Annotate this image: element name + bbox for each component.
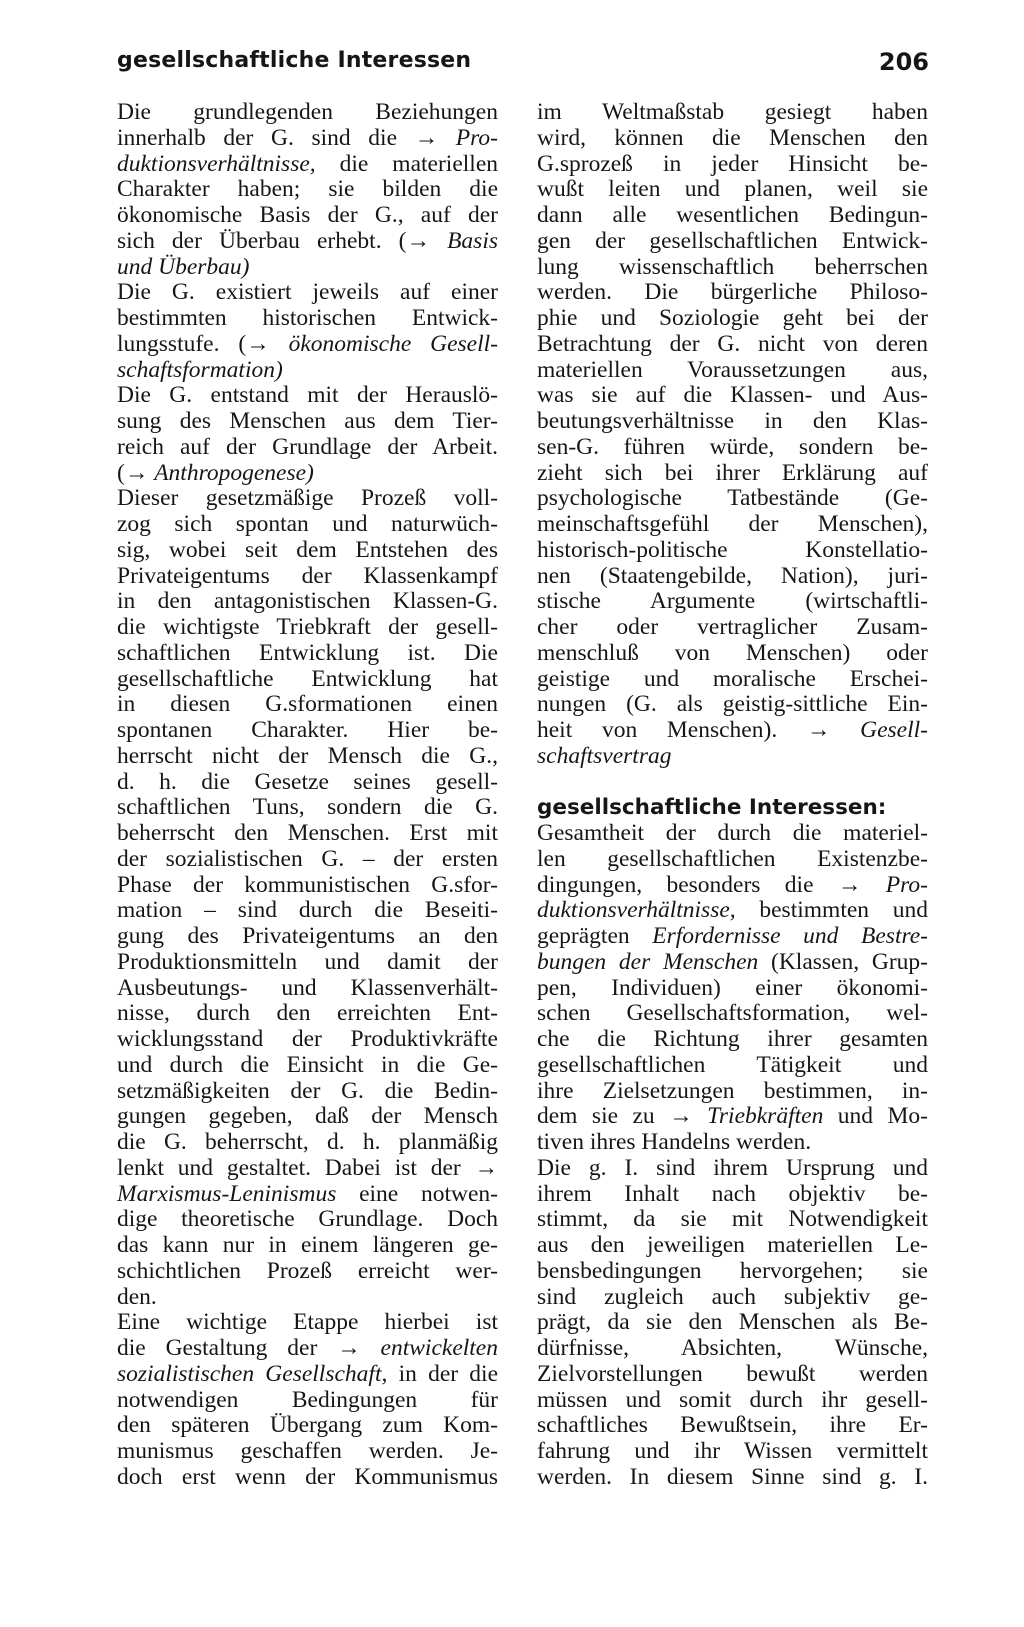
text-line: das kann nur in einem längeren ge- xyxy=(117,1232,498,1258)
text-line: Betrachtung der G. nicht von deren xyxy=(537,330,928,357)
right-text-column xyxy=(537,100,928,1491)
left-text-column xyxy=(117,100,498,1491)
text-line: sig, wobei seit dem Entstehen des xyxy=(117,536,498,563)
right-column-continuation xyxy=(537,100,928,770)
text-line: tiven ihres Handelns werden. xyxy=(537,1129,812,1155)
text-line: spontanen Charakter. Hier be- xyxy=(117,717,498,743)
text-line: materiellen Voraussetzungen aus, xyxy=(537,356,928,383)
text-line: die wichtigste Triebkraft der gesell- xyxy=(117,614,498,640)
text-line: lung wissenschaftlich beherrschen xyxy=(537,253,928,280)
text-line: Dieser gesetzmäßige Prozeß voll- xyxy=(117,485,498,512)
text-line: Privateigentums der Klassenkampf xyxy=(117,562,498,589)
text-line: schaftlichen Tuns, sondern die G. xyxy=(117,794,498,821)
text-line: sind zugleich auch subjektiv ge- xyxy=(537,1283,928,1310)
page-number: 206 xyxy=(878,48,929,76)
text-line: heit von Menschen). → Gesell- xyxy=(537,717,928,743)
text-line: schaftsformation) xyxy=(117,356,283,383)
text-line: schaftlichen Entwicklung ist. Die xyxy=(117,639,498,666)
text-line: dem sie zu → Triebkräften und Mo- xyxy=(537,1103,928,1130)
text-line: zieht sich bei ihrer Erklärung auf xyxy=(537,459,928,486)
text-line: aus den jeweiligen materiellen Le- xyxy=(537,1232,928,1258)
text-line: Marxismus-Leninismus eine notwen- xyxy=(117,1180,498,1207)
text-line: Produktionsmitteln und damit der xyxy=(117,948,498,975)
text-line: ihrem Inhalt nach objektiv be- xyxy=(537,1180,928,1207)
text-line: reich auf der Grundlage der Arbeit. xyxy=(117,433,498,460)
text-line: bensbedingungen hervorgehen; sie xyxy=(537,1257,928,1284)
text-line: was sie auf die Klassen- und Aus- xyxy=(537,382,928,409)
text-line: den späteren Übergang zum Kom- xyxy=(117,1412,498,1439)
text-line: notwendigen Bedingungen für xyxy=(117,1386,498,1413)
text-line: meinschaftsgefühl der Menschen), xyxy=(537,511,928,537)
text-line: schichtlichen Prozeß erreicht wer- xyxy=(117,1257,498,1284)
text-line: in den antagonistischen Klassen-G. xyxy=(117,588,498,615)
text-line: sung des Menschen aus dem Tier- xyxy=(117,408,498,434)
text-line: geprägten Erfordernisse und Bestre- xyxy=(537,923,928,949)
text-line: Die g. I. sind ihrem Ursprung und xyxy=(537,1154,928,1181)
text-line: gung des Privateigentums an den xyxy=(117,923,498,949)
text-line: Phase der kommunistischen G.sfor- xyxy=(117,871,498,898)
text-line: setzmäßigkeiten der G. die Bedin- xyxy=(117,1077,498,1104)
text-line: gen der gesellschaftlichen Entwick- xyxy=(537,227,928,254)
text-line: stische Argumente (wirtschaftli- xyxy=(537,588,928,615)
text-line: historisch-politische Konstellatio- xyxy=(537,536,928,563)
entry-separator xyxy=(537,770,928,796)
text-line: menschluß von Menschen) oder xyxy=(537,639,928,666)
text-line: d. h. die Gesetze seines gesell- xyxy=(117,768,498,795)
text-line: G.sprozeß in jeder Hinsicht be- xyxy=(537,150,928,177)
text-line: schen Gesellschaftsformation, wel- xyxy=(537,1000,928,1027)
text-line: fahrung und ihr Wissen vermittelt xyxy=(537,1438,928,1464)
text-line: werden. Die bürgerliche Philoso- xyxy=(537,279,928,306)
text-line: munismus geschaffen werden. Je- xyxy=(117,1438,498,1464)
text-line: ihre Zielsetzungen bestimmen, in- xyxy=(537,1077,928,1104)
text-line: Eine wichtige Etappe hierbei ist xyxy=(117,1309,498,1336)
entry-heading: gesellschaftliche Interessen: xyxy=(537,795,887,821)
text-line: phie und Soziologie geht bei der xyxy=(537,305,928,331)
text-line: innerhalb der G. sind die → Pro- xyxy=(117,124,498,151)
text-line: mation – sind durch die Beseiti- xyxy=(117,897,498,924)
text-line: nisse, durch den erreichten Ent- xyxy=(117,1000,498,1027)
text-line: die G. beherrscht, d. h. planmäßig xyxy=(117,1129,498,1155)
text-line: lenkt und gestaltet. Dabei ist der → xyxy=(117,1154,498,1181)
text-line: dige theoretische Grundlage. Doch xyxy=(117,1206,498,1233)
text-line: wird, können die Menschen den xyxy=(537,124,928,151)
text-line: Die G. existiert jeweils auf einer xyxy=(117,279,498,306)
text-line: beutungsverhältnisse in den Klas- xyxy=(537,408,928,434)
text-line: herrscht nicht der Mensch die G., xyxy=(117,742,498,769)
text-line: im Weltmaßstab gesiegt haben xyxy=(537,99,928,125)
text-line: bungen der Menschen (Klassen, Grup- xyxy=(537,948,928,975)
text-line: gesellschaftliche Entwicklung hat xyxy=(117,665,498,692)
text-line: und durch die Einsicht in die Ge- xyxy=(117,1051,498,1078)
text-line: cher oder vertraglicher Zusam- xyxy=(537,614,928,640)
text-line: der sozialistischen G. – der ersten xyxy=(117,845,498,872)
text-line: geistige und moralische Erschei- xyxy=(537,665,928,692)
text-line: gesellschaftlichen Tätigkeit und xyxy=(537,1051,928,1078)
text-line: ökonomische Basis der G., auf der xyxy=(117,202,498,228)
text-line: schaftsvertrag xyxy=(537,742,672,769)
text-line: doch erst wenn der Kommunismus xyxy=(117,1463,498,1490)
text-line: dann alle wesentlichen Bedingun- xyxy=(537,202,928,228)
text-line: gungen gegeben, daß der Mensch xyxy=(117,1103,498,1130)
text-line: zog sich spontan und naturwüch- xyxy=(117,511,498,537)
text-line: stimmt, da sie mit Notwendigkeit xyxy=(537,1206,928,1233)
text-line: che die Richtung ihrer gesamten xyxy=(537,1026,928,1052)
text-line: sen-G. führen würde, sondern be- xyxy=(537,433,928,460)
text-line: schaftliches Bewußtsein, ihre Er- xyxy=(537,1412,928,1439)
text-line: müssen und somit durch ihr gesell- xyxy=(537,1386,928,1413)
text-line: dürfnisse, Absichten, Wünsche, xyxy=(537,1335,928,1361)
running-head-title: gesellschaftliche Interessen xyxy=(117,48,472,73)
text-line: Gesamtheit der durch die materiel- xyxy=(537,820,928,846)
entry-body xyxy=(537,821,928,1491)
text-line: die Gestaltung der → entwickelten xyxy=(117,1335,498,1361)
text-line: Die grundlegenden Beziehungen xyxy=(117,99,498,125)
text-line: bestimmten historischen Entwick- xyxy=(117,305,498,331)
text-line: beherrscht den Menschen. Erst mit xyxy=(117,820,498,846)
text-line: in diesen G.sformationen einen xyxy=(117,691,498,718)
text-line: psychologische Tatbestände (Ge- xyxy=(537,485,928,512)
text-line: Zielvorstellungen bewußt werden xyxy=(537,1360,928,1387)
text-line: Ausbeutungs- und Klassenverhält- xyxy=(117,974,498,1001)
text-line: (→ Anthropogenese) xyxy=(117,459,314,486)
text-line: sozialistischen Gesellschaft, in der die xyxy=(117,1360,498,1387)
text-line: sich der Überbau erhebt. (→ Basis xyxy=(117,227,498,254)
text-line: len gesellschaftlichen Existenzbe- xyxy=(537,845,928,872)
text-line: duktionsverhältnisse, bestimmten und xyxy=(537,897,928,924)
text-line: nen (Staatengebilde, Nation), juri- xyxy=(537,562,928,589)
text-line: werden. In diesem Sinne sind g. I. xyxy=(537,1463,928,1490)
text-line: dingungen, besonders die → Pro- xyxy=(537,871,928,898)
text-line: wicklungsstand der Produktivkräfte xyxy=(117,1026,498,1052)
text-line: nungen (G. als geistig-sittliche Ein- xyxy=(537,691,928,718)
text-line: lungsstufe. (→ ökonomische Gesell- xyxy=(117,330,498,357)
text-line: und Überbau) xyxy=(117,253,250,280)
text-line: Charakter haben; sie bilden die xyxy=(117,176,498,203)
text-line: Die G. entstand mit der Herauslö- xyxy=(117,382,498,409)
text-line: duktionsverhältnisse, die materiellen xyxy=(117,150,498,177)
text-line: prägt, da sie den Menschen als Be- xyxy=(537,1309,928,1336)
text-line: wußt leiten und planen, weil sie xyxy=(537,176,928,203)
text-line: pen, Individuen) einer ökonomi- xyxy=(537,974,928,1001)
text-line: den. xyxy=(117,1283,157,1310)
